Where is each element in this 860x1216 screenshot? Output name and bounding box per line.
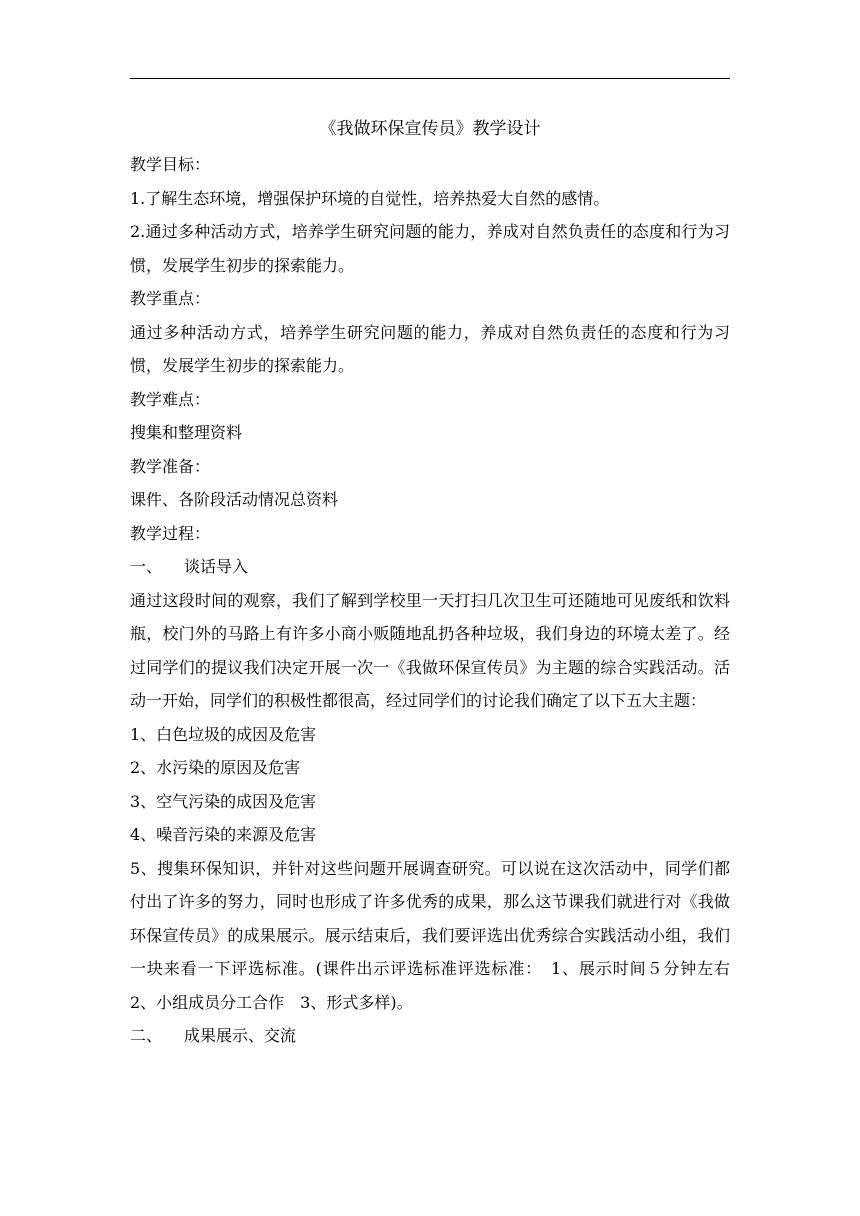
topic-4: 4、噪音污染的来源及危害 bbox=[130, 825, 317, 844]
key-points-text: 通过多种活动方式，培养学生研究问题的能力，养成对自然负责任的态度和行为习惯，发展学生初步的探索能力。 bbox=[130, 322, 730, 375]
topic-5: 5、搜集环保知识，并针对这些问题开展调查研究。可以说在这次活动中，同学们都付出了许多的努力，同时也形成了许多优秀的成果，那么这节课我们就进行对《我做环保宣传员》的成果展示。展示结束后，我们要评选出优秀综合实践活动小组，我们一块来看一下评选标准。(课件出示评选标准评选标准： 1、展示时间５分钟左右 2、小组成员分工合作 3、形式多样)。 bbox=[130, 858, 747, 1012]
label-teaching-goals: 教学目标： bbox=[130, 155, 211, 174]
section-2-title: 成果展示、交流 bbox=[184, 1026, 297, 1045]
label-key-points: 教学重点： bbox=[130, 289, 211, 308]
preparation-text: 课件、各阶段活动情况总资料 bbox=[130, 490, 339, 509]
section-2-heading bbox=[130, 1019, 730, 1053]
difficulties-text: 搜集和整理资料 bbox=[130, 423, 243, 442]
topic-1: 1、白色垃圾的成因及危害 bbox=[130, 724, 317, 744]
section-2-number: 二、 bbox=[130, 1026, 163, 1045]
section-1-number: 一、 bbox=[130, 557, 163, 576]
label-difficulties: 教学难点： bbox=[130, 389, 211, 409]
topic-2: 2、水污染的原因及危害 bbox=[130, 758, 301, 777]
topic-3: 3、空气污染的成因及危害 bbox=[130, 791, 317, 811]
document-page bbox=[130, 110, 747, 1053]
label-preparation: 教学准备： bbox=[130, 456, 211, 476]
goal-1: 1.了解生态环境，增强保护环境的自觉性，培养热爱大自然的感情。 bbox=[130, 188, 610, 208]
label-process: 教学过程： bbox=[130, 523, 211, 543]
goal-2: 2.通过多种活动方式，培养学生研究问题的能力，养成对自然负责任的态度和行为习惯，发展学生初步的探索能力。 bbox=[130, 222, 730, 275]
header-rule bbox=[130, 78, 730, 79]
intro-paragraph: 通过这段时间的观察，我们了解到学校里一天打扫几次卫生可还随地可见废纸和饮料瓶，校门外的马路上有许多小商小贩随地乱扔各种垃圾，我们身边的环境太差了。经过同学们的提议我们决定开展一次一《我做环保宣传员》为主题的综合实践活动。活动一开始，同学们的积极性都很高，经过同学们的讨论我们确定了以下五大主题： bbox=[130, 590, 730, 710]
section-1-heading bbox=[130, 550, 730, 584]
section-1-title: 谈话导入 bbox=[184, 557, 249, 576]
document-title: 《我做环保宣传员》教学设计 bbox=[319, 119, 541, 139]
